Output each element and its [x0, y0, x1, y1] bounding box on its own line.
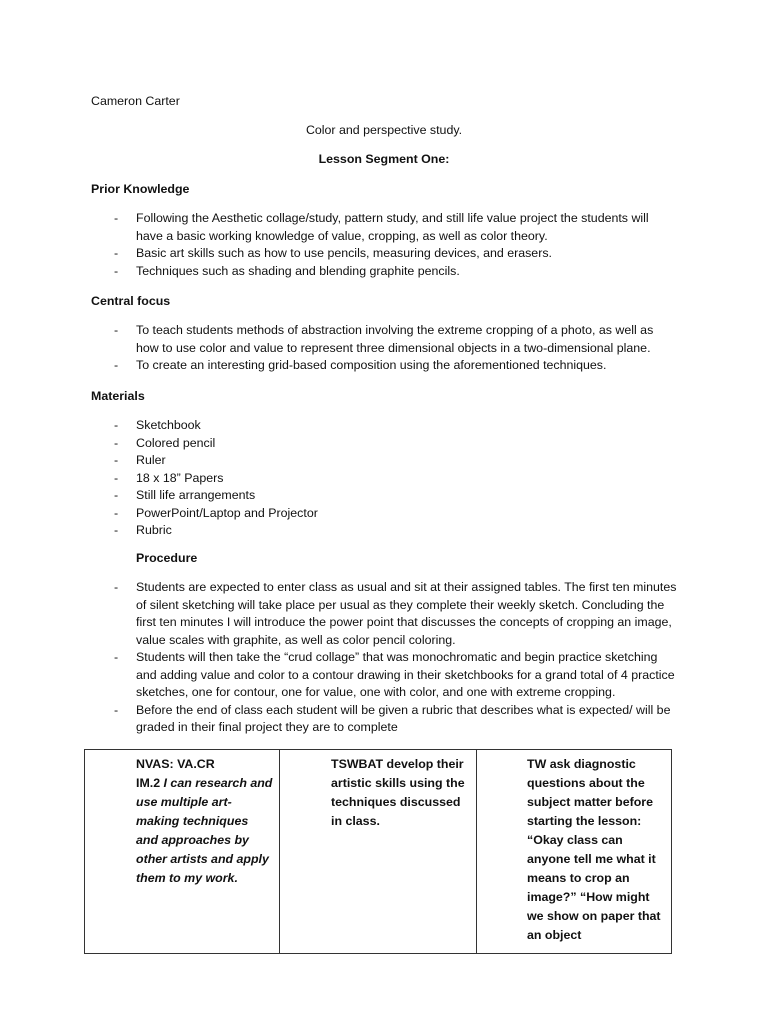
procedure-list [114, 579, 678, 737]
author-name: Cameron Carter [91, 94, 180, 108]
prior-knowledge-list [114, 210, 676, 280]
list-item: - To create an interesting grid-based composition using the aforementioned techniques. [114, 358, 607, 372]
materials-heading: Materials [91, 389, 145, 403]
materials-list [114, 417, 676, 540]
standard-code: NVAS: VA.CR [136, 757, 215, 771]
list-item: - Following the Aesthetic collage/study, pattern study, and still life value project the students will have a basic working knowledge of value, cropping, as well as color theory. [114, 211, 649, 243]
list-item: - Techniques such as shading and blending graphite pencils. [114, 263, 460, 278]
list-item: - PowerPoint/Laptop and Projector [114, 505, 318, 520]
list-item: - Ruler [114, 453, 166, 467]
list-item: - Students are expected to enter class as usual and sit at their assigned tables. The first ten minutes of silent sketching will take place per usual as they complete their weekly sketch. Concluding the first ten minutes I will introduce the power point that discusses the concepts of cropping an image, value scales with graphite, as well as color pencil coloring. [114, 580, 677, 647]
procedure-heading: Procedure [136, 551, 198, 565]
document-title: Color and perspective study. [305, 123, 463, 137]
standard-statement: IM.2 I can research and use multiple art-making techniques and approaches by other artists and apply them to my work. [136, 776, 273, 885]
lesson-segment: Lesson Segment One: [318, 152, 450, 166]
central-focus-heading: Central focus [91, 294, 171, 308]
objective-cell: TSWBAT develop their artistic skills using the techniques discussed in class. [280, 750, 477, 954]
list-item: - To teach students methods of abstraction involving the extreme cropping of a photo, as well as how to use color and value to represent three dimensional objects in a two-dimensional plane. [114, 323, 654, 355]
list-item: - Before the end of class each student will be given a rubric that describes what is expected/ will be graded in their final project they are to complete [114, 702, 671, 734]
list-item: - Rubric [114, 523, 172, 537]
list-item: - Students will then take the “crud collage” that was monochromatic and begin practice sketching and adding value and color to a contour drawing in their sketchbooks for a grand total of 4 practice sketches, one for contour, one for value, one with color, and one with extreme cropping. [114, 650, 675, 699]
prior-knowledge-heading: Prior Knowledge [91, 182, 190, 196]
central-focus-list [114, 322, 676, 375]
list-item: - Colored pencil [114, 435, 216, 450]
assessment-cell: TW ask diagnostic questions about the subject matter before starting the lesson: “Okay class can anyone tell me what it means to crop an image?” “How might we show on paper that an object [477, 750, 672, 954]
list-item: - 18 x 18” Papers [114, 470, 224, 485]
standards-table [84, 749, 672, 954]
list-item: - Sketchbook [114, 418, 201, 432]
table-row [85, 750, 672, 954]
standard-cell [85, 750, 280, 954]
list-item: - Still life arrangements [114, 488, 256, 502]
list-item: - Basic art skills such as how to use pencils, measuring devices, and erasers. [114, 246, 552, 260]
